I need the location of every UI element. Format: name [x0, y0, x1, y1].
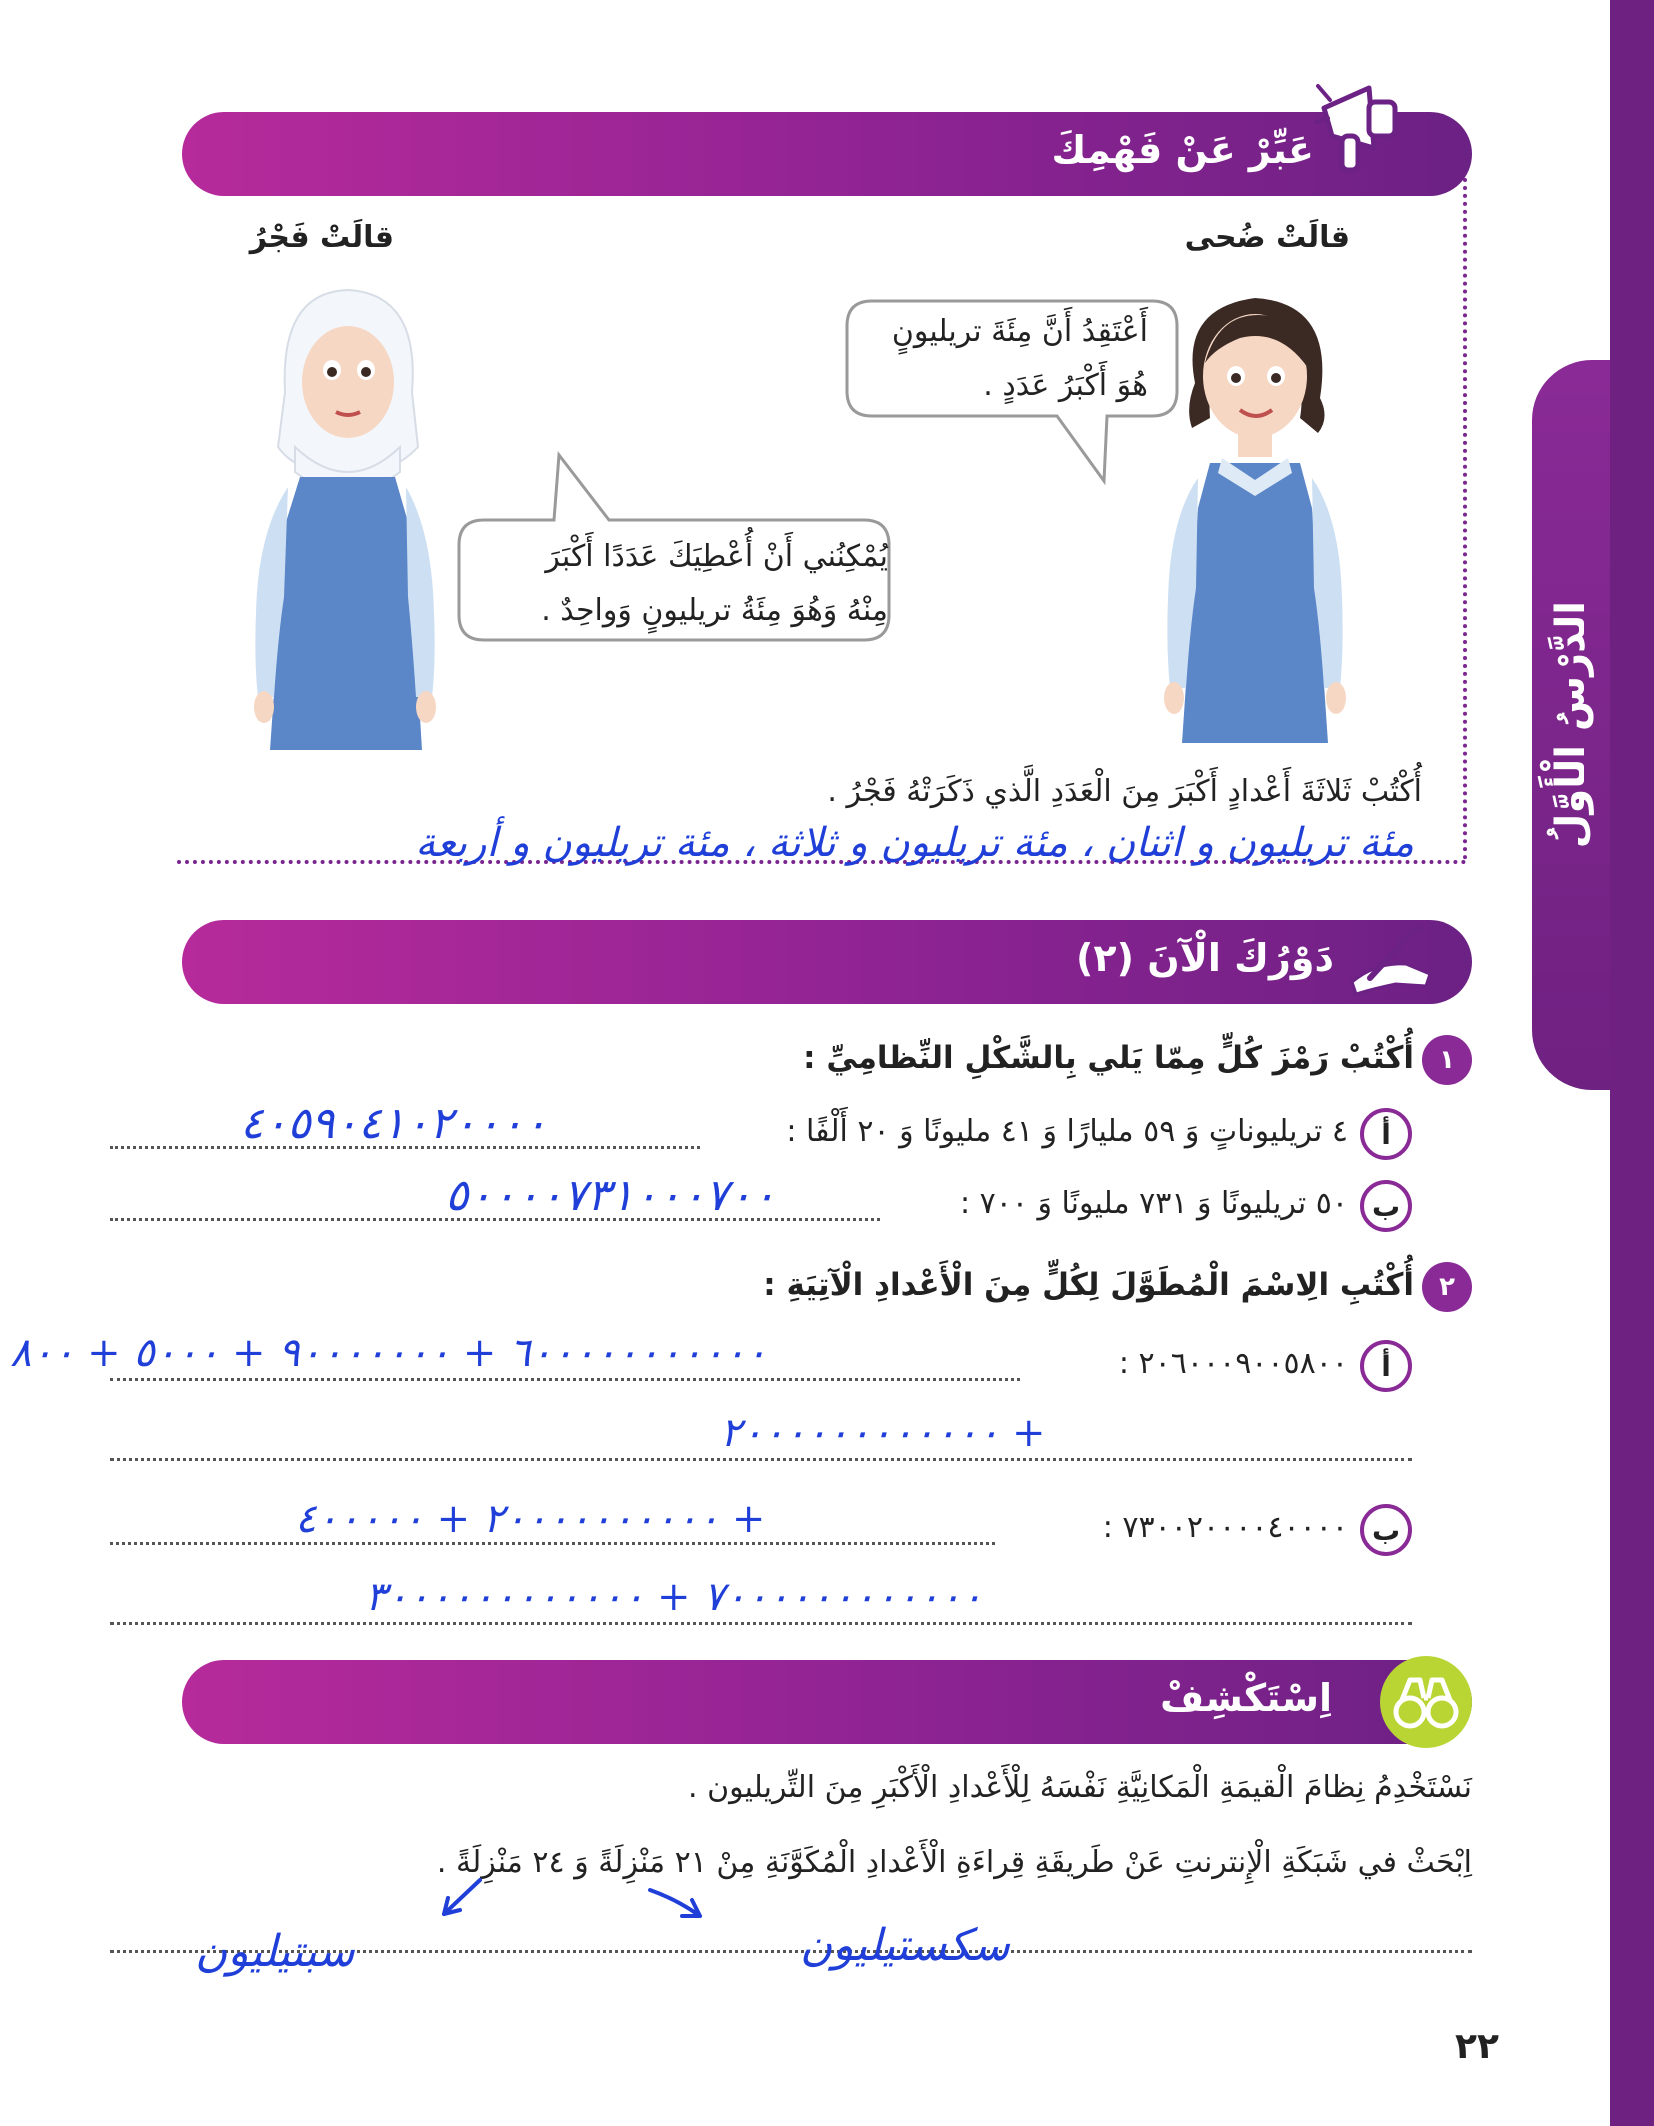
q2-a-text: ٢٠٦٠٠٠٩٠٠٥٨٠٠ : — [1118, 1346, 1348, 1381]
page-number: ٢٢ — [1455, 2026, 1499, 2067]
q1-a-letter: أ — [1360, 1108, 1412, 1160]
q1-prompt: أُكْتُبْ رَمْزَ كُلٍّ مِمّا يَلي بِالشَّكْلِ النِّظامِيِّ : — [803, 1040, 1414, 1076]
fajr-illustration — [240, 272, 450, 750]
q2-a-answer-line1[interactable] — [110, 1378, 1020, 1381]
duha-speech-line2: هُوَ أَكْبَرُ عَدَدٍ . — [983, 368, 1148, 403]
q1-a-text: ٤ تريليوناتٍ وَ ٥٩ مليارًا وَ ٤١ مليونًا وَ ٢٠ أَلْفًا : — [786, 1114, 1348, 1149]
q2-b-handwritten-line2: ٧٠٠٠٠٠٠٠٠٠٠٠٠ + ٣٠٠٠٠٠٠٠٠٠٠٠٠ — [365, 1574, 983, 1620]
explore-handwritten-a: سكستيليون — [800, 1920, 1010, 1971]
q2-a-answer-line2[interactable] — [110, 1458, 1412, 1461]
q2-b-answer-line1[interactable] — [110, 1542, 995, 1545]
fajr-speech-text — [541, 530, 888, 638]
duha-speech-text — [892, 305, 1148, 413]
q2-number: ٢ — [1422, 1262, 1472, 1312]
q2-a-letter: أ — [1360, 1340, 1412, 1392]
pen-hand-icon — [1346, 922, 1436, 1000]
q2-b-letter: ب — [1360, 1504, 1412, 1556]
express-prompt: أُكْتُبْ ثَلاثَةَ أَعْدادٍ أَكْبَرَ مِنَ الْعَدَدِ الَّذي ذَكَرَتْهُ فَجْرُ . — [827, 774, 1422, 809]
page-edge-bar — [1610, 0, 1654, 2126]
q2-a-handwritten-line1: ٦٠٠٠٠٠٠٠٠٠٠٠ + ٩٠٠٠٠٠٠٠ + ٥٠٠٠ + ٨٠٠ — [10, 1330, 767, 1376]
express-frame-right — [1463, 178, 1467, 860]
turn-title: دَوْرُكَ الْآنَ (٢) — [1076, 936, 1334, 980]
express-title: عَبِّرْ عَنْ فَهْمِكَ — [1051, 128, 1314, 172]
fajr-speech-line1: يُمْكِنُني أَنْ أُعْطِيَكَ عَدَدًا أَكْبَرَ — [545, 539, 888, 574]
duha-speech-line1: أَعْتَقِدُ أَنَّ مِئَةَ تريليونٍ — [891, 314, 1148, 349]
binoculars-icon — [1380, 1656, 1472, 1748]
handwritten-arrows — [420, 1870, 740, 1930]
q1-number: ١ — [1422, 1035, 1472, 1085]
q2-b-answer-line2[interactable] — [110, 1622, 1412, 1625]
lesson-tab-label: الدَّرْسُ الْأَوَّلُ — [1548, 601, 1594, 849]
explore-handwritten-b: سبتيليون — [195, 1926, 355, 1977]
explore-line1: نَسْتَخْدِمُ نِظامَ الْقيمَةِ الْمَكانِيَّةِ نَفْسَهُ لِلْأَعْدادِ الْأَكْبَرِ مِنَ التِّريليون . — [688, 1770, 1472, 1805]
q1-b-handwritten: ٥٠٠٠٠٧٣١٠٠٠٧٠٠ — [445, 1170, 776, 1221]
q1-b-text: ٥٠ تريليونًا وَ ٧٣١ مليونًا وَ ٧٠٠ : — [959, 1186, 1348, 1221]
q1-a-handwritten: ٤٠٥٩٠٤١٠٢٠٠٠٠ — [240, 1098, 548, 1149]
q2-b-handwritten-line1: + ٢٠٠٠٠٠٠٠٠٠٠ + ٤٠٠٠٠٠ — [295, 1496, 766, 1542]
express-handwritten-answer: مئة تريليون و اثنان ، مئة تريليون و ثلاثة ، مئة تريليون و أربعة — [415, 820, 1414, 866]
lesson-tab-label-wrap — [1532, 360, 1610, 1090]
q2-prompt: أُكْتُبِ الِاسْمَ الْمُطَوَّلَ لِكُلٍّ مِنَ الْأَعْدادِ الْآتِيَةِ : — [763, 1267, 1414, 1303]
fajr-label: قالَتْ فَجْرُ — [249, 220, 394, 255]
fajr-speech-line2: مِنْهُ وَهُوَ مِئَةُ تريليونٍ وَواحِدٌ . — [541, 593, 888, 628]
q2-b-text: ٧٣٠٠٢٠٠٠٠٤٠٠٠٠ : — [1102, 1510, 1348, 1545]
explore-line2: اِبْحَثْ في شَبَكَةِ الْإِنترنتِ عَنْ طَريقَةِ قِراءَةِ الْأَعْدادِ الْمُكَوَّنَةِ مِنْ ٢١ مَنْزِلَةً وَ ٢٤ مَنْزِلَةً . — [436, 1845, 1472, 1880]
megaphone-icon — [1314, 78, 1404, 178]
duha-label: قالَتْ ضُحى — [1184, 220, 1350, 255]
q1-b-letter: ب — [1360, 1180, 1412, 1232]
explore-title: اِسْتَكْشِفْ — [1160, 1676, 1332, 1720]
q2-a-handwritten-line2: + ٢٠٠٠٠٠٠٠٠٠٠٠٠ — [720, 1410, 1046, 1456]
